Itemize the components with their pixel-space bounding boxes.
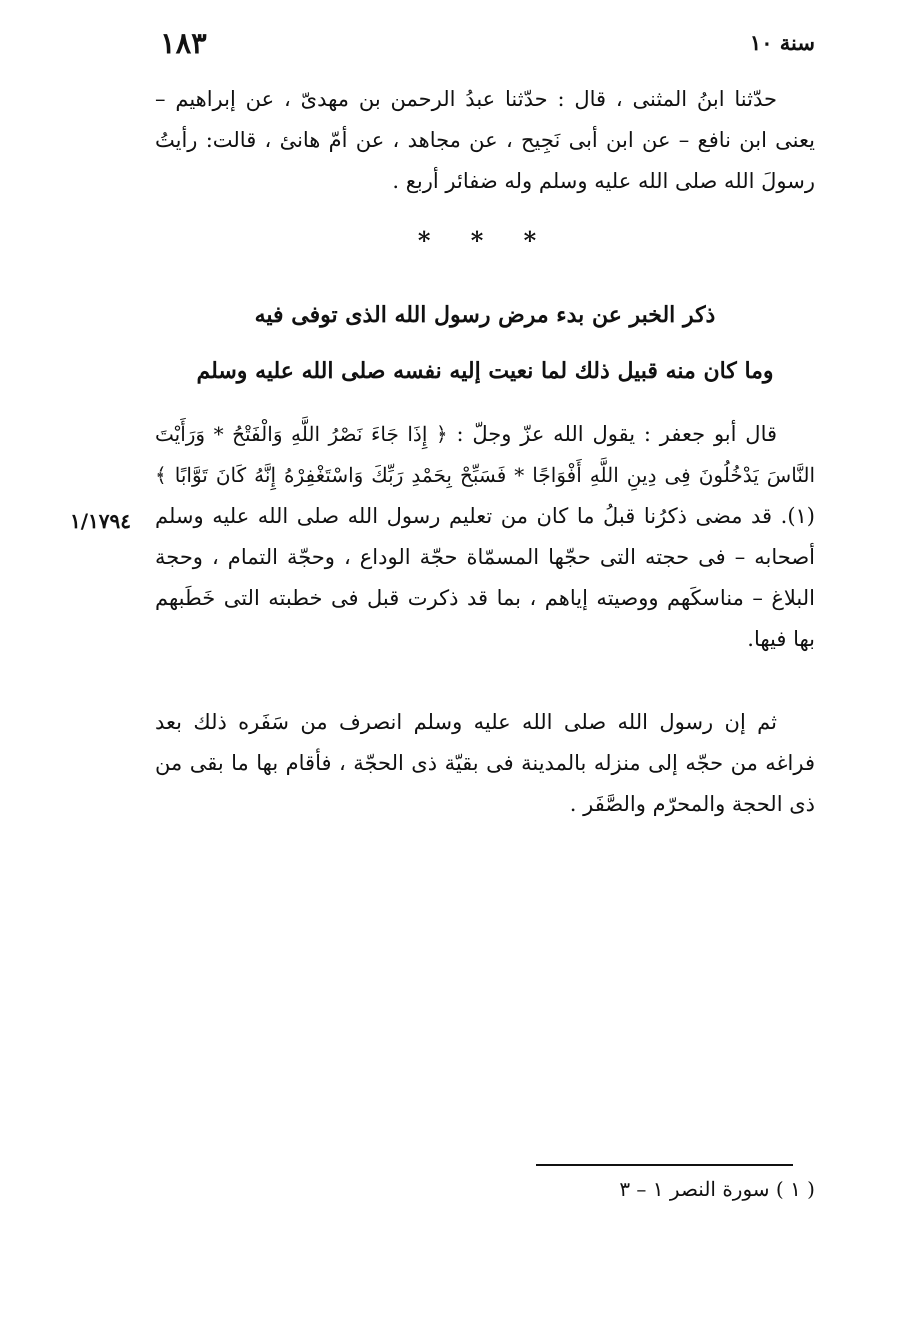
section-title-line-1: ذكر الخبر عن بدء مرض رسول الله الذى توفى فيه [254,302,716,328]
section-title-line-2: وما كان منه قبيل ذلك لما نعيت إليه نفسه صلى الله عليه وسلم [196,358,774,384]
section-separator: * * * [417,226,553,255]
paragraph-quran [155,414,815,660]
footnote-mark: (١) [787,504,815,528]
paragraph-quran-intro: قال أبو جعفر : يقول الله عزّ وجلّ : [447,422,778,446]
page-number: ١٨٣ [160,26,207,60]
page-header [155,26,815,70]
footnote-divider [536,1164,793,1166]
marginal-reference: ١/١٧٩٤ [70,509,132,533]
paragraph-quran-body: . قد مضى ذكرُنا قبلُ ما كان من تعليم رسول الله صلى الله عليه وسلم أصحابه – فى حجته التى حجّها المسمّاة حجّة الوداع ، وحجّة التمام ، وحجة البلاغ – مناسكَهم ووصيته إياهم ، بما قد ذكرت قبل فى خطبته التى خَطَبهم بها فيها. [155,504,815,651]
footnote: ( ١ ) سورة النصر ١ – ٣ [619,1177,815,1201]
paragraph-hadith-text: حدّثنا ابنُ المثنى ، قال : حدّثنا عبدُ الرحمن بن مهدىّ ، عن إبراهيم – يعنى ابن نافع – عن ابن أبى نَجِيح ، عن مجاهد ، عن أمّ هانئ ، قالت: رأيتُ رسولَ الله صلى الله عليه وسلم وله ضفائر أربع . [155,87,815,193]
paragraph-hadith [155,79,815,202]
paragraph-return [155,702,815,825]
paragraph-quran-wrapper [155,414,815,660]
running-head: سنة ١٠ [749,30,815,55]
paragraph-return-text: ثم إن رسول الله صلى الله عليه وسلم انصرف من سَفَره ذلك بعد فراغه من حجّه إلى منزله بالمدينة فى بقيّة ذى الحجّة ، فأقام بها ما بقى من ذى الحجة والمحرّم والصَّفَر . [155,710,815,816]
quran-verse: ﴿ إِذَا جَاءَ نَصْرُ اللَّهِ وَالْفَتْحُ * وَرَأَيْتَ النَّاسَ يَدْخُلُونَ فِى دِينِ اللَّهِ أَفْوَاجًا * فَسَبِّحْ بِحَمْدِ رَبِّكَ وَاسْتَغْفِرْهُ إِنَّهُ كَانَ تَوَّابًا ﴾ [155,422,815,487]
